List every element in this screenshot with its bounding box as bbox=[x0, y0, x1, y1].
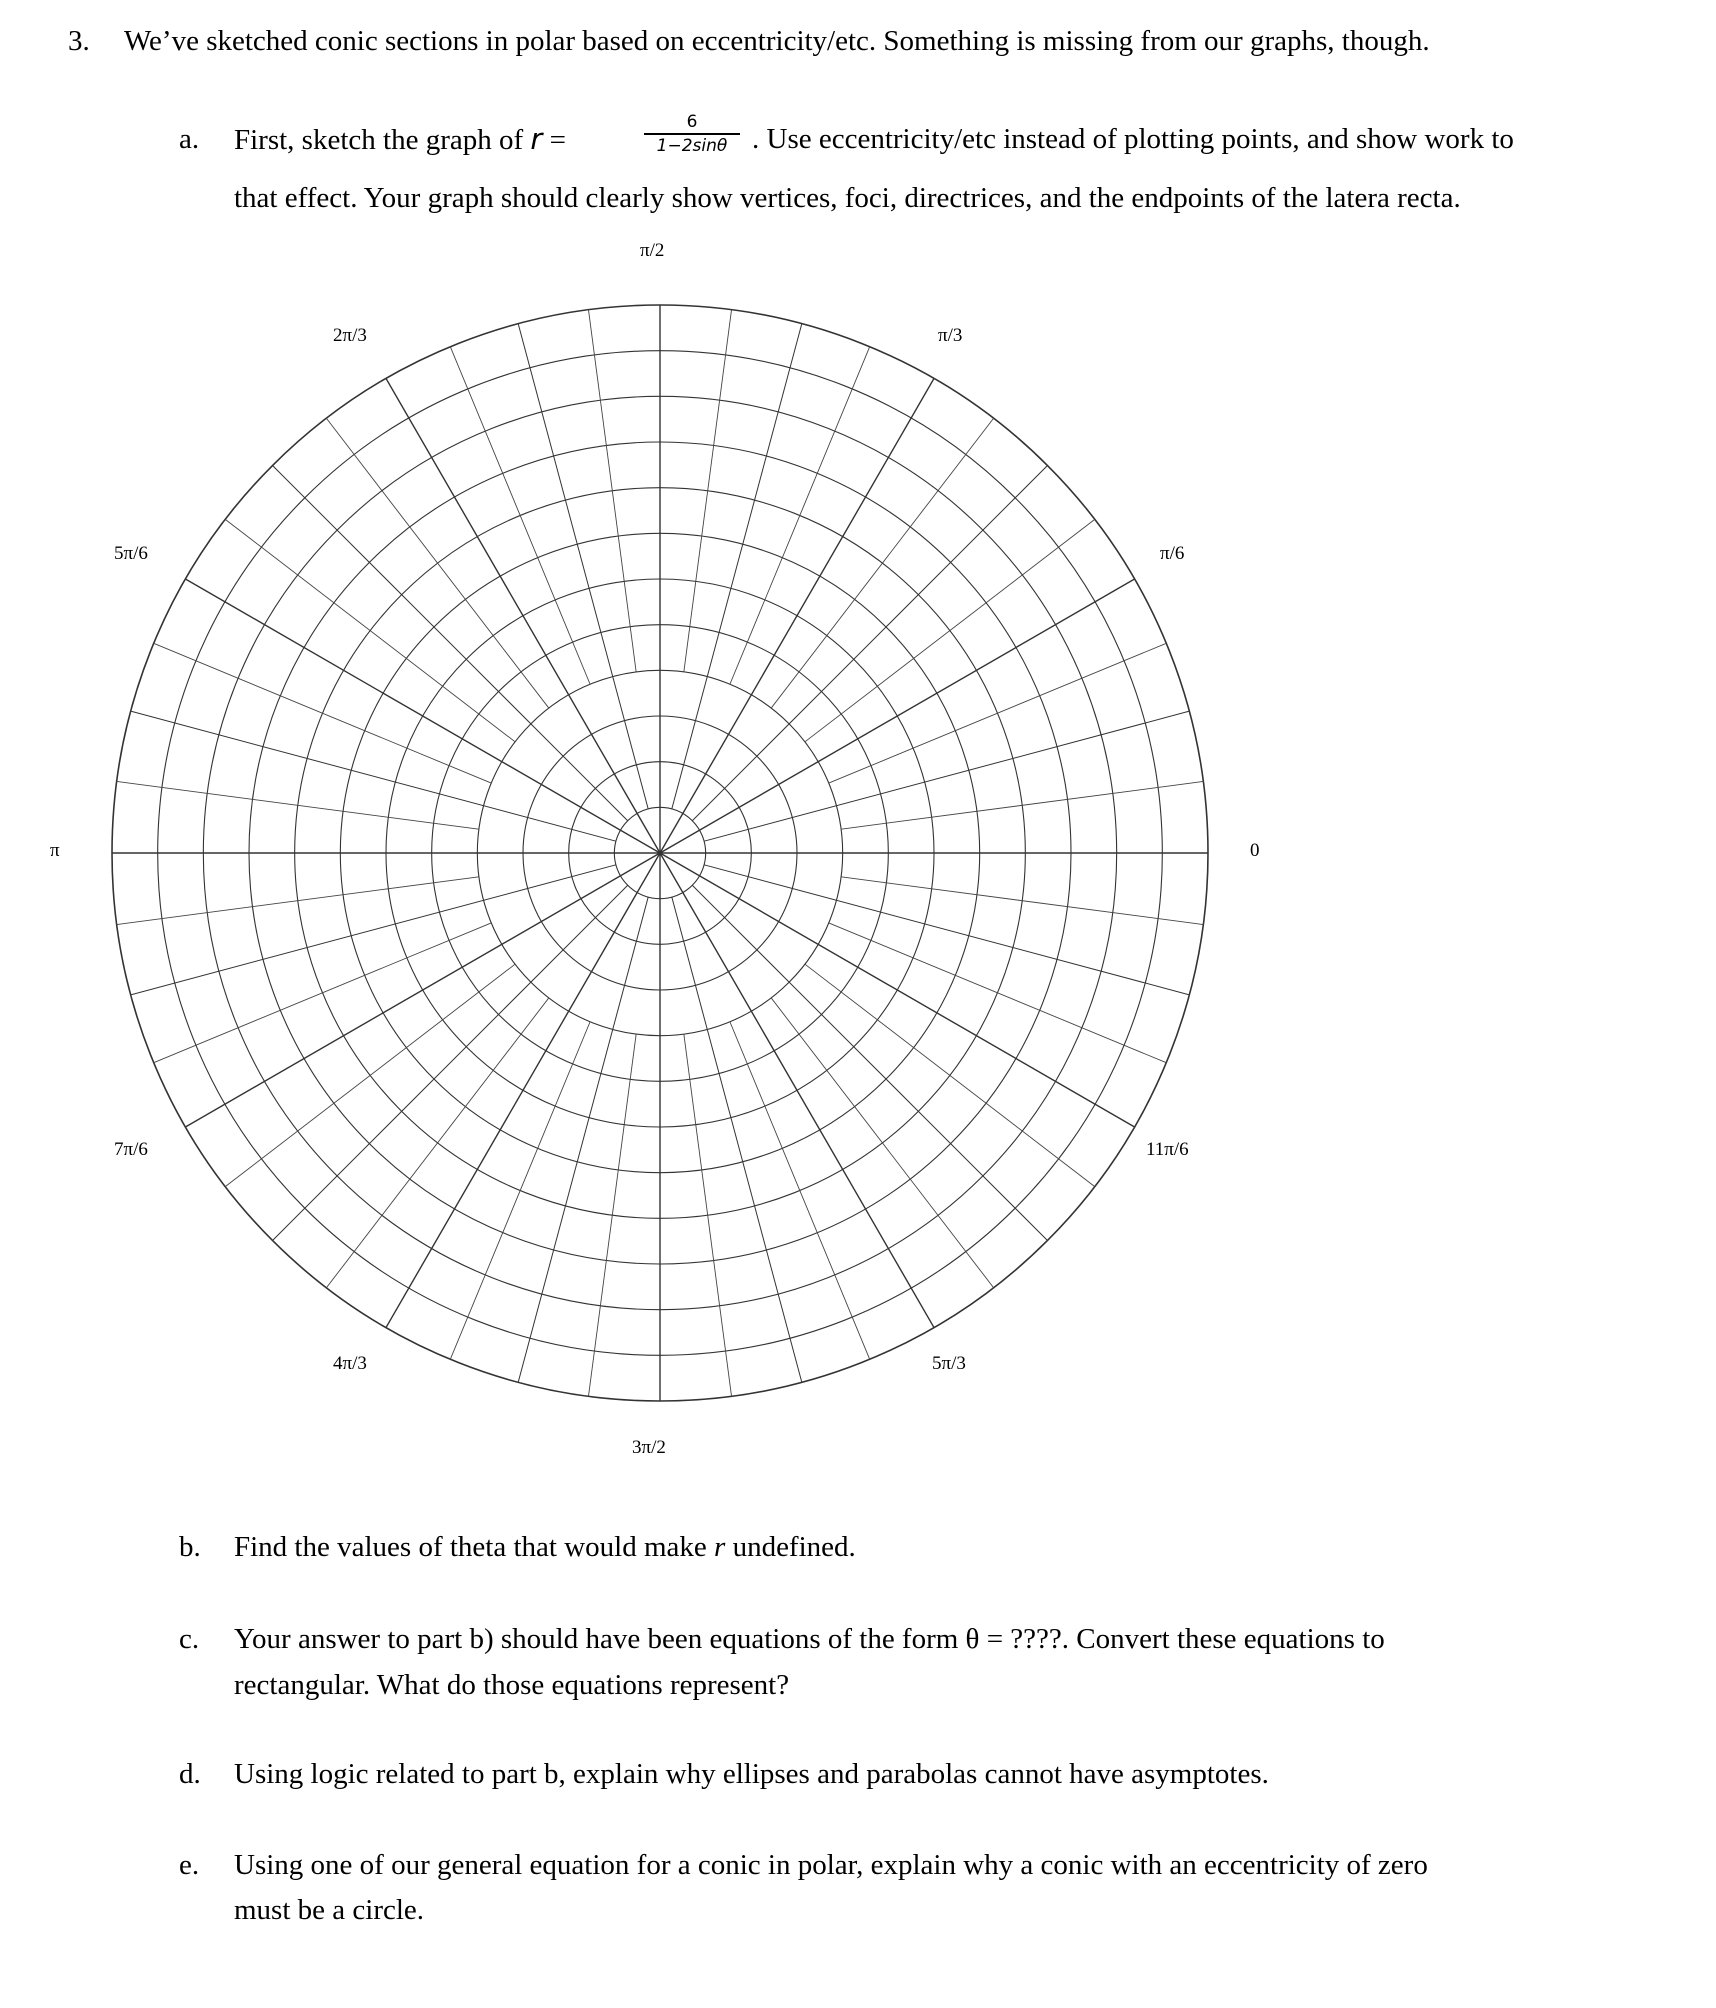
part-b-text-after: undefined. bbox=[725, 1531, 856, 1563]
grid-spoke bbox=[672, 324, 802, 809]
part-b-letter: b. bbox=[179, 1531, 201, 1563]
angle-label-3pi-2: 3π/2 bbox=[632, 1437, 666, 1458]
part-a-line2: that effect. Your graph should clearly show vertices, foci, directrices, and the endpoints of the latera recta. bbox=[234, 182, 1461, 214]
angle-label-5pi-6: 5π/6 bbox=[114, 543, 148, 564]
grid-spoke-fine bbox=[588, 310, 636, 672]
part-b-r-variable: r bbox=[714, 1531, 726, 1563]
part-b-text bbox=[234, 1530, 856, 1564]
part-d-text: Using logic related to part b, explain why ellipses and parabolas cannot have asymptotes. bbox=[234, 1758, 1269, 1790]
grid-spoke bbox=[273, 466, 628, 821]
grid-spoke bbox=[704, 865, 1189, 995]
grid-spoke-fine bbox=[771, 418, 993, 708]
grid-spoke-fine bbox=[225, 519, 515, 741]
grid-spoke bbox=[273, 885, 628, 1240]
grid-spokes bbox=[112, 305, 1208, 1401]
part-c-line2: rectangular. What do those equations represent? bbox=[234, 1669, 790, 1701]
grid-spoke-fine bbox=[117, 781, 479, 829]
angle-label-11pi-6: 11π/6 bbox=[1146, 1139, 1189, 1160]
grid-spoke-fine bbox=[588, 1034, 636, 1396]
grid-spoke bbox=[386, 853, 660, 1328]
grid-spoke bbox=[131, 865, 616, 995]
grid-spoke bbox=[692, 885, 1047, 1240]
angle-label-pi-2: π/2 bbox=[640, 240, 665, 261]
grid-spoke-fine bbox=[326, 998, 548, 1288]
part-a-letter: a. bbox=[179, 123, 200, 155]
grid-spoke bbox=[660, 853, 934, 1328]
part-e-line1: Using one of our general equation for a conic in polar, explain why a conic with an eccentricity of zero bbox=[234, 1849, 1428, 1881]
grid-spoke-fine bbox=[326, 418, 548, 708]
part-a-equals: = bbox=[542, 124, 566, 156]
angle-label-pi-3: π/3 bbox=[938, 325, 963, 346]
angle-label-2pi-3: 2π/3 bbox=[333, 325, 367, 346]
grid-spoke bbox=[185, 579, 660, 853]
grid-spoke-fine bbox=[117, 877, 479, 925]
grid-spoke bbox=[672, 897, 802, 1382]
grid-spoke bbox=[518, 324, 648, 809]
fraction-denominator: 1−2sinθ bbox=[656, 135, 728, 156]
grid-spoke bbox=[131, 711, 616, 841]
grid-spoke-fine bbox=[684, 310, 732, 672]
grid-spoke bbox=[518, 897, 648, 1382]
grid-spoke-fine bbox=[805, 519, 1095, 741]
problem-intro: We’ve sketched conic sections in polar based on eccentricity/etc. Something is missing from our graphs, though. bbox=[124, 25, 1430, 57]
part-c-line1: Your answer to part b) should have been equations of the form θ = ????. Convert these equations to bbox=[234, 1623, 1385, 1655]
part-b-text-before: Find the values of theta that would make bbox=[234, 1531, 715, 1563]
grid-spoke bbox=[660, 378, 934, 853]
grid-spoke bbox=[660, 579, 1135, 853]
angle-label-5pi-3: 5π/3 bbox=[932, 1353, 966, 1374]
grid-spoke bbox=[704, 711, 1189, 841]
grid-spoke-fine bbox=[841, 877, 1203, 925]
angle-label-0: 0 bbox=[1250, 840, 1260, 861]
grid-spoke bbox=[660, 853, 1135, 1127]
part-d-letter: d. bbox=[179, 1758, 201, 1790]
angle-label-pi-6: π/6 bbox=[1160, 543, 1185, 564]
fraction-numerator: 6 bbox=[686, 112, 698, 132]
angle-label-pi: π bbox=[50, 840, 60, 861]
part-a-r-variable: r bbox=[530, 122, 543, 156]
angle-label-4pi-3: 4π/3 bbox=[333, 1353, 367, 1374]
grid-spoke bbox=[386, 378, 660, 853]
angle-label-7pi-6: 7π/6 bbox=[114, 1139, 148, 1160]
grid-spoke-fine bbox=[684, 1034, 732, 1396]
part-e-line2: must be a circle. bbox=[234, 1894, 425, 1926]
grid-spoke bbox=[692, 466, 1047, 821]
problem-number: 3. bbox=[68, 25, 90, 57]
part-a-text-before: First, sketch the graph of bbox=[234, 124, 531, 156]
part-a-text-after: . Use eccentricity/etc instead of plotting points, and show work to bbox=[752, 123, 1514, 155]
grid-spoke-fine bbox=[805, 964, 1095, 1186]
part-c-letter: c. bbox=[179, 1623, 200, 1655]
grid-spoke-fine bbox=[771, 998, 993, 1288]
grid-spoke-fine bbox=[225, 964, 515, 1186]
part-e-letter: e. bbox=[179, 1849, 200, 1881]
grid-spoke-fine bbox=[841, 781, 1203, 829]
grid-spoke bbox=[185, 853, 660, 1127]
